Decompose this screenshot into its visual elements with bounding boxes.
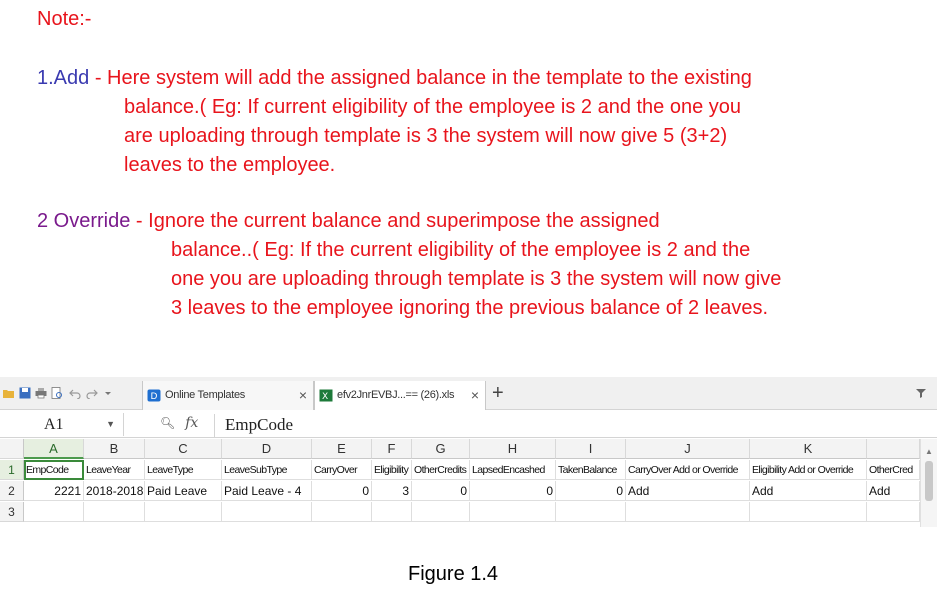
row-header[interactable]: 1 [0, 460, 24, 480]
tab-online-templates[interactable] [142, 381, 314, 410]
add-line-2: are uploading through template is 3 the system will now give 5 (3+2) [124, 125, 728, 147]
column-header[interactable]: A [24, 439, 84, 459]
sheet-cell[interactable] [412, 502, 470, 522]
open-folder-icon[interactable] [3, 387, 15, 399]
sheet-cell[interactable]: LapsedEncashed [470, 460, 556, 480]
sheet-cell[interactable]: OtherCred [867, 460, 920, 480]
override-keyword: 2 Override [37, 210, 131, 232]
scroll-thumb[interactable] [925, 461, 933, 501]
sheet-cell[interactable]: Eligibility Add or Override [750, 460, 867, 480]
vertical-scrollbar[interactable] [920, 439, 937, 527]
column-header[interactable]: F [372, 439, 412, 459]
print-icon[interactable] [35, 387, 47, 399]
override-line-3: 3 leaves to the employee ignoring the previous balance of 2 leaves. [171, 297, 769, 319]
tab-label: Online Templates [165, 389, 245, 401]
add-explanation [37, 64, 917, 180]
tab-xls-file[interactable] [314, 381, 486, 410]
print-preview-icon[interactable] [51, 387, 63, 399]
fx-icon[interactable]: fx [185, 415, 199, 431]
sheet-cell[interactable]: LeaveType [145, 460, 222, 480]
column-header[interactable]: C [145, 439, 222, 459]
column-header[interactable]: I [556, 439, 626, 459]
sheet-cell[interactable]: Eligibility [372, 460, 412, 480]
sheet-cell[interactable] [222, 502, 312, 522]
sheet-cell[interactable] [626, 502, 750, 522]
sheet-cell[interactable]: CarryOver [312, 460, 372, 480]
spreadsheet-screenshot [0, 377, 937, 527]
sheet-cell[interactable]: OtherCredits [412, 460, 470, 480]
sheet-cell[interactable]: 2221 [24, 481, 84, 501]
sheet-cell[interactable]: TakenBalance [556, 460, 626, 480]
sheet-cell[interactable]: Paid Leave [145, 481, 222, 501]
close-icon[interactable]: × [470, 387, 479, 403]
scroll-up-icon[interactable]: ▲ [925, 447, 933, 456]
add-line-1: balance.( Eg: If current eligibility of the employee is 2 and the one you [124, 96, 742, 118]
sheet-cell[interactable] [372, 502, 412, 522]
close-icon[interactable]: × [298, 387, 307, 403]
override-lead-text: - Ignore the current balance and superimpose the assigned [130, 210, 660, 232]
svg-text:X: X [322, 392, 329, 402]
sheet-cell[interactable]: EmpCode [24, 460, 84, 480]
templates-icon [147, 389, 161, 402]
name-box[interactable] [0, 413, 124, 436]
column-header[interactable]: D [222, 439, 312, 459]
sheet-cell[interactable]: 3 [372, 481, 412, 501]
sheet-cell[interactable] [84, 502, 145, 522]
sheet-cell[interactable]: 0 [556, 481, 626, 501]
override-explanation [37, 207, 927, 323]
row-header[interactable]: 2 [0, 481, 24, 501]
svg-text:D: D [150, 392, 158, 402]
tab-bar [0, 377, 937, 410]
sheet-cell[interactable] [145, 502, 222, 522]
column-header[interactable]: G [412, 439, 470, 459]
redo-icon[interactable] [86, 387, 98, 399]
sheet-cell[interactable]: Add [867, 481, 920, 501]
sheet-cell[interactable]: 2018-2018 [84, 481, 145, 501]
sheet-cell[interactable] [312, 502, 372, 522]
sheet-cell[interactable] [24, 502, 84, 522]
note-title: Note:- [37, 8, 92, 30]
chevron-down-icon[interactable] [102, 387, 114, 399]
select-all-corner[interactable] [0, 439, 24, 459]
sheet-cell[interactable]: Add [626, 481, 750, 501]
formula-icons [160, 415, 198, 431]
cell-reference: A1 [44, 416, 64, 433]
sheet-cell[interactable] [867, 502, 920, 522]
sheet-cell[interactable]: 0 [312, 481, 372, 501]
excel-file-icon [319, 389, 333, 402]
sheet-cell[interactable]: 0 [412, 481, 470, 501]
undo-icon[interactable] [69, 387, 81, 399]
figure-caption: Figure 1.4 [408, 563, 499, 585]
new-tab-button[interactable]: + [492, 382, 504, 404]
column-header[interactable] [867, 439, 920, 459]
sheet-cell[interactable]: Add [750, 481, 867, 501]
sheet-cell[interactable]: LeaveSubType [222, 460, 312, 480]
column-header[interactable]: E [312, 439, 372, 459]
sheet-cell[interactable]: CarryOver Add or Override [626, 460, 750, 480]
add-line-3: leaves to the employee. [124, 154, 336, 176]
sheet-grid [0, 439, 937, 527]
sheet-cell[interactable]: Paid Leave - 4 [222, 481, 312, 501]
row-header[interactable]: 3 [0, 502, 24, 522]
column-header[interactable]: J [626, 439, 750, 459]
add-lead-text: - Here system will add the assigned balance in the template to the existing [89, 67, 752, 89]
tab-label: efv2JnrEVBJ...== (26).xls [337, 389, 455, 401]
sheet-cell[interactable]: LeaveYear [84, 460, 145, 480]
column-header[interactable]: B [84, 439, 145, 459]
sheet-cell[interactable] [556, 502, 626, 522]
override-line-1: balance..( Eg: If the current eligibility of the employee is 2 and the [171, 239, 751, 261]
sheet-cell[interactable] [750, 502, 867, 522]
sheet-cell[interactable]: 0 [470, 481, 556, 501]
column-header[interactable]: K [750, 439, 867, 459]
add-keyword: 1.Add [37, 67, 90, 89]
filter-icon[interactable] [915, 387, 927, 399]
formula-bar [0, 411, 937, 438]
formula-input[interactable]: EmpCode [214, 414, 937, 437]
zoom-icon[interactable]: 🔍︎ [160, 416, 176, 430]
column-header[interactable]: H [470, 439, 556, 459]
sheet-cell[interactable] [470, 502, 556, 522]
override-line-2: one you are uploading through template is 3 the system will now give [171, 268, 782, 290]
chevron-down-icon[interactable]: ▼ [106, 419, 115, 429]
save-icon[interactable] [19, 387, 31, 399]
